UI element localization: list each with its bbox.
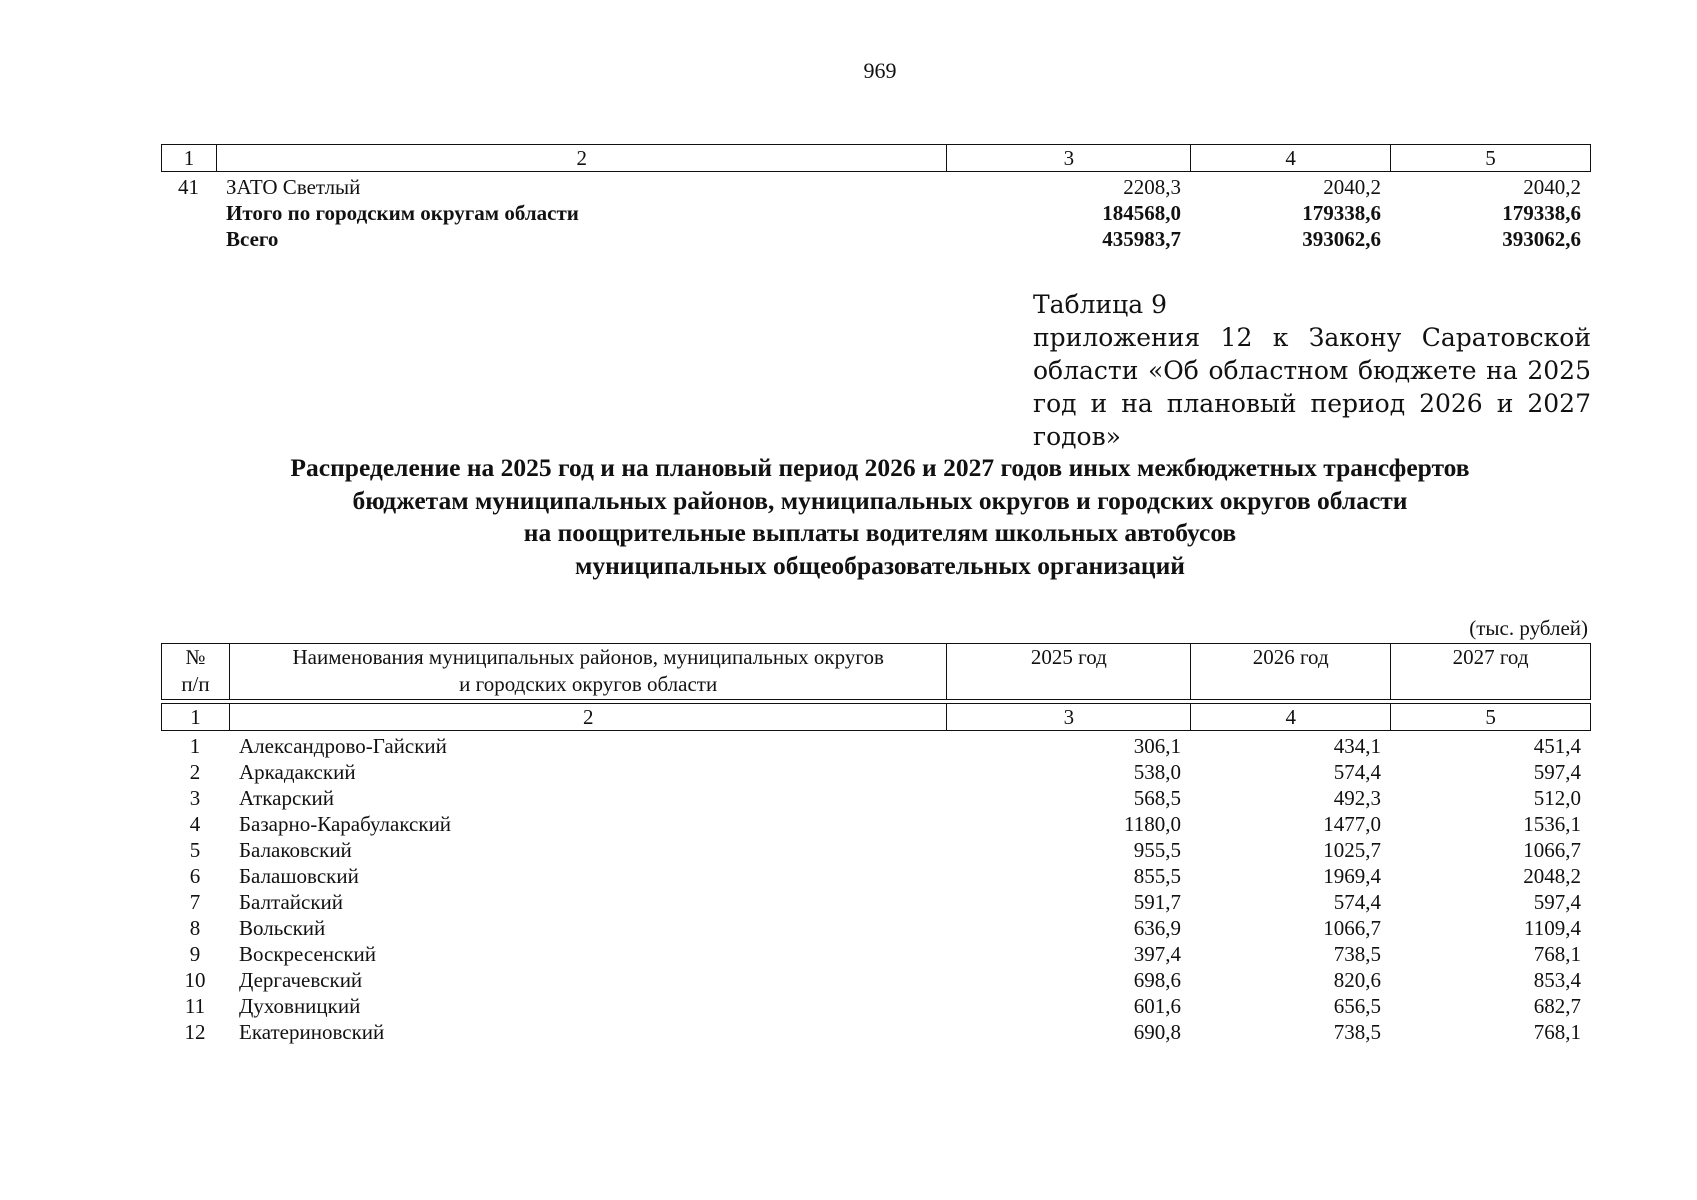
header-number-abbr: п/п <box>181 672 210 696</box>
value-2027: 768,1 <box>1533 1020 1581 1044</box>
value-2027: 597,4 <box>1533 760 1581 784</box>
value-2027: 1109,4 <box>1524 916 1581 940</box>
row-name: Итого по городским округам области <box>226 201 579 225</box>
value-2027: 597,4 <box>1533 890 1581 914</box>
column-number: 2 <box>216 145 946 172</box>
value-2026: 574,4 <box>1333 760 1381 784</box>
row-name: Аркадакский <box>239 760 356 784</box>
value-2027: 768,1 <box>1533 942 1581 966</box>
row-number: 12 <box>184 1020 206 1044</box>
table-row <box>161 1019 1591 1045</box>
column-number: 4 <box>1191 704 1391 731</box>
row-number: 7 <box>189 890 201 914</box>
value-2025: 1180,0 <box>1124 812 1181 836</box>
row-name: Балашовский <box>239 864 359 888</box>
caption-reference: приложения 12 к Закону Саратовской области «Об областном бюджете на 2025 год и на плановый период 2026 и 2027 годов» <box>1033 323 1591 451</box>
row-number: 2 <box>189 760 201 784</box>
value-2026: 738,5 <box>1333 1020 1381 1044</box>
title-line: бюджетам муниципальных районов, муниципальных округов и городских округов области <box>352 485 1408 515</box>
column-number: 1 <box>162 145 217 172</box>
table-row <box>161 837 1591 863</box>
column-number: 5 <box>1391 145 1591 172</box>
title-line: на поощрительные выплаты водителям школьных автобусов <box>523 518 1237 547</box>
page-number: 969 <box>863 58 897 83</box>
table-row <box>161 226 1591 252</box>
value-2026: 1969,4 <box>1323 864 1381 888</box>
row-name: Всего <box>226 227 279 251</box>
row-number <box>161 226 216 252</box>
value-2025: 636,9 <box>1133 916 1181 940</box>
row-number: 10 <box>184 968 206 992</box>
row-name: Балтайский <box>239 890 344 914</box>
value-2025: 2208,3 <box>1123 175 1181 199</box>
table-row <box>161 993 1591 1019</box>
header-year-2026: 2026 год <box>1191 644 1391 700</box>
prev-table-body <box>161 174 1591 252</box>
value-2026: 574,4 <box>1333 890 1381 914</box>
row-number: 4 <box>189 812 201 836</box>
row-name: ЗАТО Светлый <box>226 175 361 199</box>
row-name: Екатериновский <box>239 1020 385 1044</box>
value-2025: 690,8 <box>1133 1020 1181 1044</box>
header-number <box>162 644 230 700</box>
value-2025: 955,5 <box>1133 838 1181 862</box>
column-number: 5 <box>1391 704 1591 731</box>
value-2025: 306,1 <box>1133 734 1181 758</box>
row-name: Александрово-Гайский <box>239 734 447 758</box>
table-caption <box>1033 288 1591 453</box>
table-row <box>161 759 1591 785</box>
main-table-body <box>161 733 1591 1045</box>
column-number: 4 <box>1191 145 1391 172</box>
value-2026: 434,1 <box>1333 734 1381 758</box>
document-title <box>150 452 1610 582</box>
value-2026: 1025,7 <box>1323 838 1381 862</box>
caption-table-number: Таблица 9 <box>1033 290 1168 319</box>
value-2026: 179338,6 <box>1302 201 1381 225</box>
header-year-2027: 2027 год <box>1391 644 1591 700</box>
column-number: 3 <box>947 704 1191 731</box>
value-2026: 1477,0 <box>1323 812 1381 836</box>
row-number: 9 <box>189 942 201 966</box>
table-row <box>161 915 1591 941</box>
value-2027: 393062,6 <box>1502 227 1581 251</box>
header-name-line: Наименования муниципальных районов, муниципальных округов <box>292 645 884 669</box>
value-2026: 656,5 <box>1333 994 1381 1018</box>
value-2027: 2040,2 <box>1523 175 1581 199</box>
value-2026: 393062,6 <box>1302 227 1381 251</box>
table-row <box>161 967 1591 993</box>
value-2026: 820,6 <box>1333 968 1381 992</box>
row-name: Балаковский <box>239 838 352 862</box>
value-2026: 1066,7 <box>1323 916 1381 940</box>
row-number: 5 <box>189 838 201 862</box>
header-number-symbol: № <box>185 645 206 669</box>
value-2026: 738,5 <box>1333 942 1381 966</box>
value-2027: 451,4 <box>1533 734 1581 758</box>
table-row <box>161 889 1591 915</box>
header-name <box>229 644 946 700</box>
value-2025: 538,0 <box>1133 760 1181 784</box>
column-number: 1 <box>162 704 230 731</box>
row-name: Дергачевский <box>239 968 363 992</box>
value-2026: 2040,2 <box>1323 175 1381 199</box>
value-2027: 512,0 <box>1533 786 1581 810</box>
value-2026: 492,3 <box>1333 786 1381 810</box>
value-2027: 682,7 <box>1533 994 1581 1018</box>
header-name-line: и городских округов области <box>459 672 718 696</box>
row-name: Воскресенский <box>239 942 377 966</box>
table-row <box>161 863 1591 889</box>
table-row <box>161 785 1591 811</box>
table-row <box>161 174 1591 200</box>
column-number: 3 <box>947 145 1191 172</box>
table-row <box>161 811 1591 837</box>
title-line: муниципальных общеобразовательных организаций <box>574 550 1185 580</box>
table-row <box>161 733 1591 759</box>
units-label: (тыс. рублей) <box>1469 616 1588 640</box>
row-name: Духовницкий <box>239 994 361 1018</box>
value-2027: 1536,1 <box>1523 812 1581 836</box>
main-table-header <box>161 643 1591 700</box>
row-name: Вольский <box>239 916 326 940</box>
table-row <box>161 200 1591 226</box>
column-number: 2 <box>229 704 946 731</box>
row-number: 3 <box>189 786 201 810</box>
value-2025: 568,5 <box>1133 786 1181 810</box>
value-2027: 853,4 <box>1533 968 1581 992</box>
value-2027: 1066,7 <box>1523 838 1581 862</box>
prev-table-column-numbers <box>161 144 1591 172</box>
row-name: Аткарский <box>239 786 335 810</box>
value-2025: 397,4 <box>1133 942 1181 966</box>
row-number: 41 <box>178 175 199 199</box>
value-2025: 591,7 <box>1133 890 1181 914</box>
row-number: 11 <box>184 994 206 1018</box>
value-2027: 179338,6 <box>1502 201 1581 225</box>
title-line: Распределение на 2025 год и на плановый период 2026 и 2027 годов иных межбюджетных трансфертов <box>290 453 1470 482</box>
value-2027: 2048,2 <box>1523 864 1581 888</box>
row-name: Базарно-Карабулакский <box>239 812 452 836</box>
header-year-2025: 2025 год <box>947 644 1191 700</box>
value-2025: 855,5 <box>1133 864 1181 888</box>
row-number <box>161 200 216 226</box>
value-2025: 601,6 <box>1133 994 1181 1018</box>
row-number: 8 <box>189 916 201 940</box>
table-row <box>161 941 1591 967</box>
row-number: 1 <box>189 734 201 758</box>
row-number: 6 <box>189 864 201 888</box>
value-2025: 698,6 <box>1133 968 1181 992</box>
main-table-column-numbers <box>161 703 1591 731</box>
value-2025: 184568,0 <box>1102 201 1181 225</box>
value-2025: 435983,7 <box>1102 227 1181 251</box>
